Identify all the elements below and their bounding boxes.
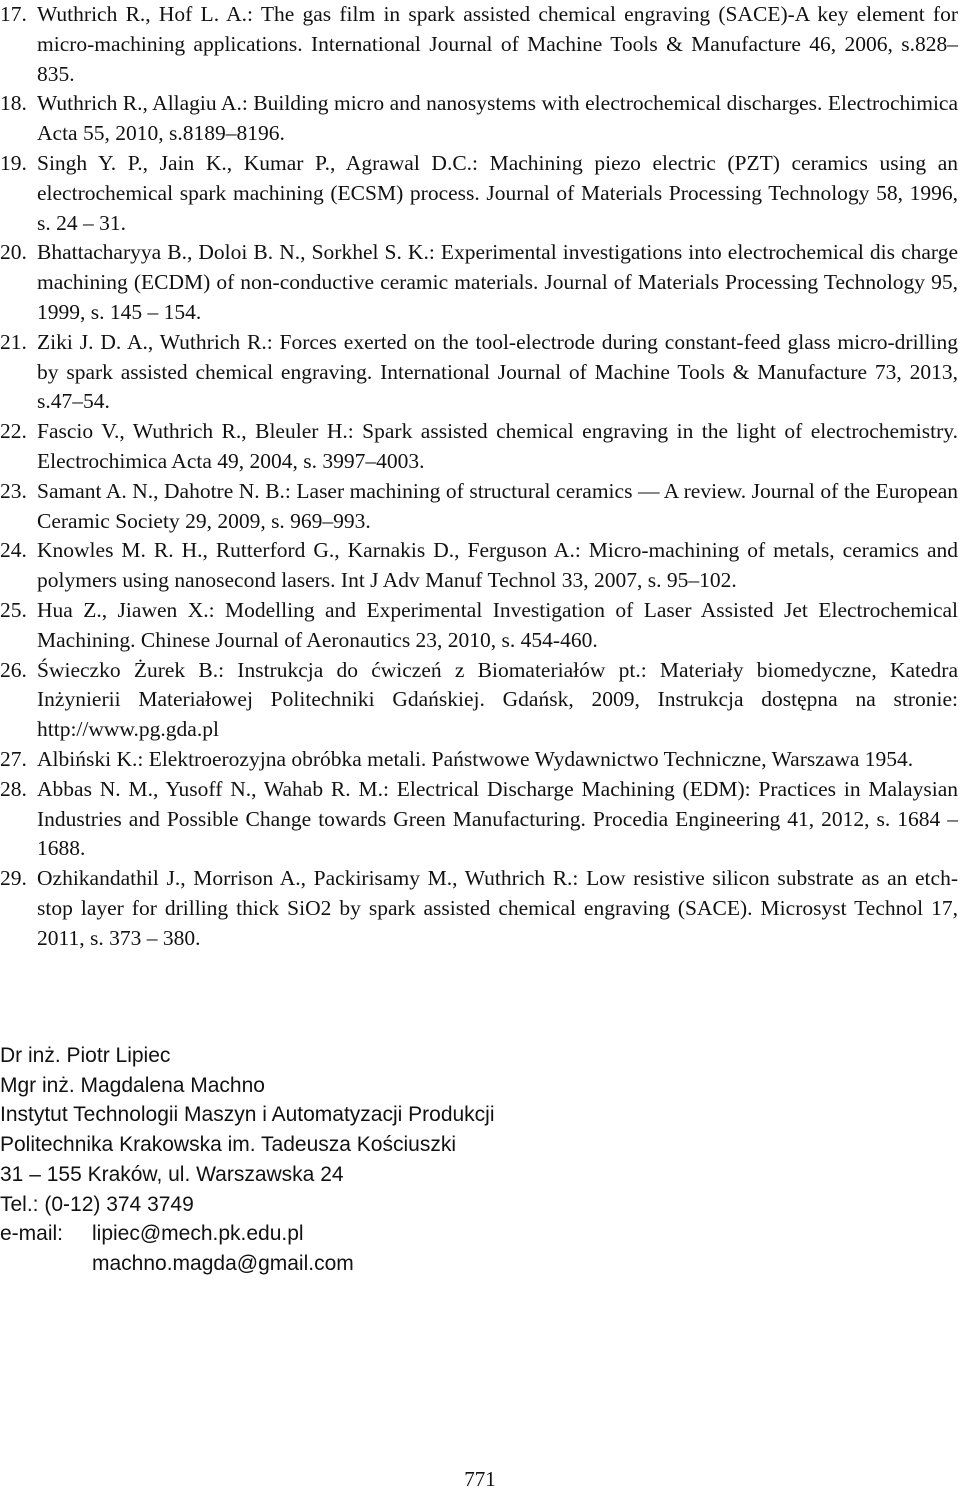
reference-text: Fascio V., Wuthrich R., Bleuler H.: Spark assisted chemical engraving in the light of electrochemistry. Electrochimica Acta 49, 2004, s. 3997–4003. [37,419,958,473]
reference-item [0,477,958,537]
reference-number: 22. [0,419,27,444]
email-row [0,1249,800,1279]
reference-text: Singh Y. P., Jain K., Kumar P., Agrawal D.C.: Machining piezo electric (PZT) ceramics using an electrochemical spark machining (ECSM) process. Journal of Materials Processing Technology 58, 1996, s. 24 – 31. [37,150,958,235]
postal-address: 31 – 155 Kraków, ul. Warszawska 24 [0,1162,344,1186]
reference-item [0,864,958,953]
phone-number: Tel.: (0-12) 374 3749 [0,1192,194,1216]
reference-number: 29. [0,866,27,891]
page-number: 771 [464,1467,496,1491]
reference-number: 17. [0,2,27,26]
reference-number: 25. [0,597,27,622]
author-contact-block [0,1041,800,1279]
email-address: machno.magda@gmail.com [92,1251,354,1275]
email-address: lipiec@mech.pk.edu.pl [92,1222,304,1246]
reference-item [0,536,958,596]
reference-text: Wuthrich R., Hof L. A.: The gas film in spark assisted chemical engraving (SACE)-A key element for micro-machining applications. International Journal of Machine Tools & Manufacture 46, 2006, s.828–835. [37,2,958,86]
reference-text: Bhattacharyya B., Doloi B. N., Sorkhel S. K.: Experimental investigations into electrochemical dis charge machining (ECDM) of non-conductive ceramic materials. Journal of Materials Processing Technology 95, 1999, s. 145 – 154. [37,240,958,324]
reference-item [0,149,958,238]
reference-item [0,417,958,477]
reference-item [0,328,958,417]
reference-item [0,238,958,327]
reference-item [0,596,958,656]
institute-name: Instytut Technologii Maszyn i Automatyzacji Produkcji [0,1103,495,1127]
reference-number: 20. [0,240,27,265]
reference-number: 21. [0,329,27,354]
reference-number: 27. [0,746,27,771]
reference-text: Abbas N. M., Yusoff N., Wahab R. M.: Electrical Discharge Machining (EDM): Practices in Malaysian Industries and Possible Change towards Green Manufacturing. Procedia Engineering 41, 2012, s. 1684 – 1688. [37,776,958,861]
university-name: Politechnika Krakowska im. Tadeusza Kościuszki [0,1133,456,1157]
reference-number: 23. [0,478,27,503]
reference-item [0,0,958,89]
reference-number: 24. [0,538,27,563]
reference-number: 18. [0,91,27,116]
reference-text: Albiński K.: Elektroerozyjna obróbka metali. Państwowe Wydawnictwo Techniczne, Warszawa 1954. [37,746,914,771]
reference-text: Ozhikandathil J., Morrison A., Packirisamy M., Wuthrich R.: Low resistive silicon substrate as an etch-stop layer for drilling thick SiO2 by spark assisted chemical engraving (SACE). Microsyst Technol 17, 2011, s. 373 – 380. [37,866,958,950]
email-label: e-mail: [0,1222,64,1246]
reference-item [0,745,958,775]
email-row [0,1219,800,1249]
reference-number: 26. [0,657,27,682]
reference-number: 28. [0,776,27,801]
author-name: Mgr inż. Magdalena Machno [0,1073,265,1097]
reference-text: Samant A. N., Dahotre N. B.: Laser machining of structural ceramics — A review. Journal of the European Ceramic Society 29, 2009, s. 969–993. [37,478,958,533]
reference-text: Ziki J. D. A., Wuthrich R.: Forces exerted on the tool-electrode during constant-feed glass micro-drilling by spark assisted chemical engraving. International Journal of Machine Tools & Manufacture 73, 2013, s.47–54. [37,329,958,414]
reference-text: Knowles M. R. H., Rutterford G., Karnakis D., Ferguson A.: Micro-machining of metals, ceramics and polymers using nanosecond lasers. Int J Adv Manuf Technol 33, 2007, s. 95–102. [37,538,958,593]
reference-text: Wuthrich R., Allagiu A.: Building micro and nanosystems with electrochemical discharges. Electrochimica Acta 55, 2010, s.8189–8196. [37,91,958,146]
author-name: Dr inż. Piotr Lipiec [0,1044,171,1067]
reference-item [0,775,958,864]
reference-item [0,89,958,149]
reference-item [0,656,958,745]
reference-text: Hua Z., Jiawen X.: Modelling and Experimental Investigation of Laser Assisted Jet Electrochemical Machining. Chinese Journal of Aeronautics 23, 2010, s. 454-460. [37,597,958,652]
reference-number: 19. [0,150,27,175]
reference-text: Świeczko Żurek B.: Instrukcja do ćwiczeń z Biomateriałów pt.: Materiały biomedyczne, Katedra Inżynierii Materiałowej Politechniki Gdańskiej. Gdańsk, 2009, Instrukcja dostępna na stronie: http://www.pg.gda.pl [37,657,958,742]
